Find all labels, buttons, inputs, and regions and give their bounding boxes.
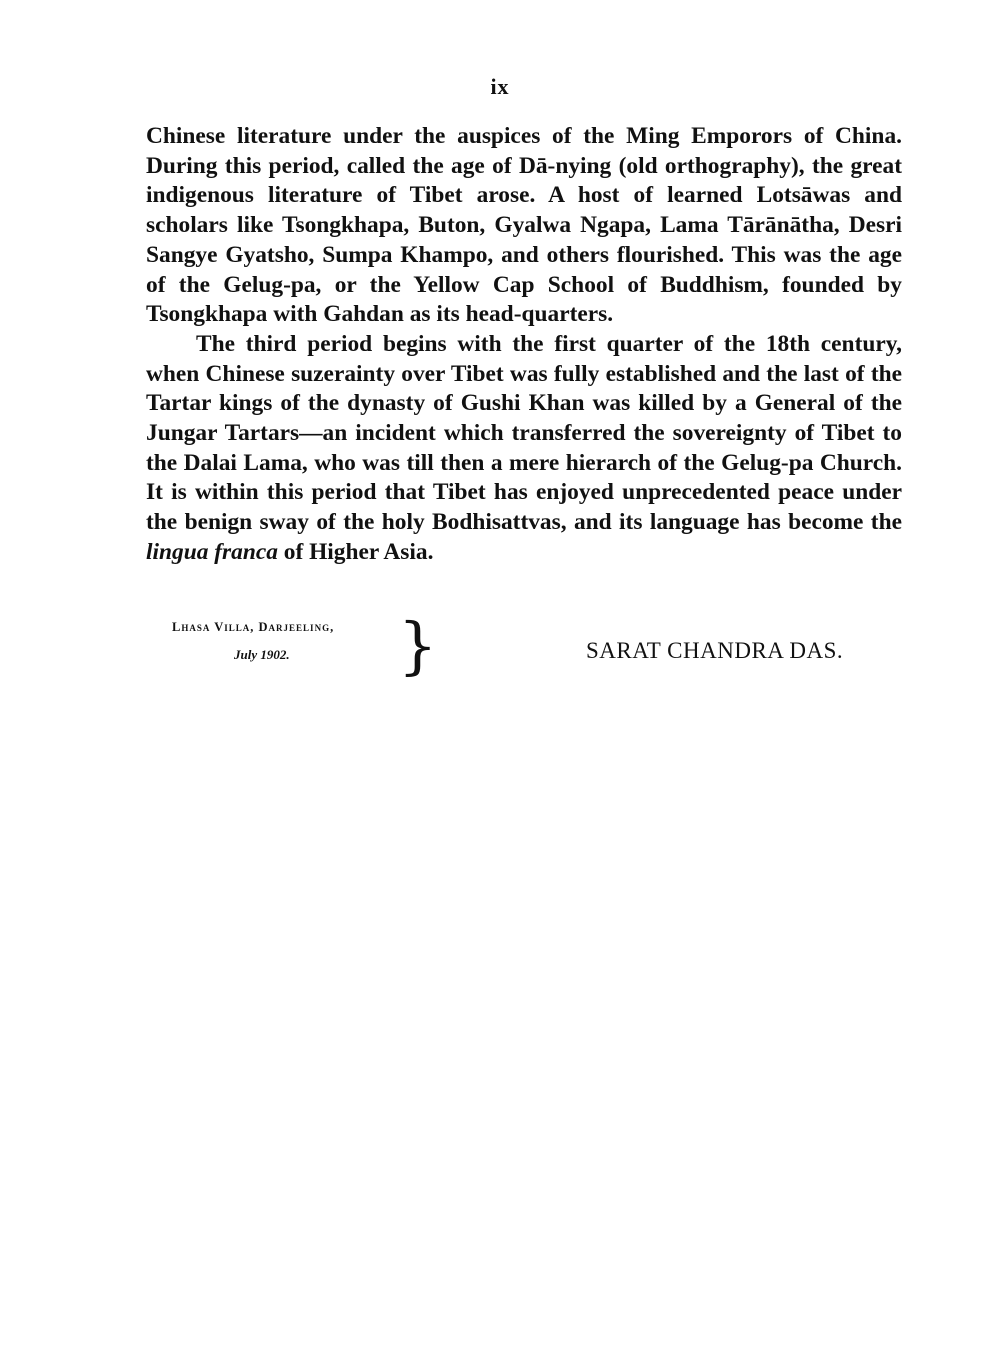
paragraph-2 [146, 330, 902, 568]
paragraph-2-text: The third period begins with the first quarter of the 18th century, when Chinese suzerainty over Tibet was fully established and the last of the Tartar kings of the dynasty of Gushi Khan was killed by a General of the Jungar Tartars—an incident which transferred the sovereignty of Tibet to the Dalai Lama, who was till then a mere hierarch of the Gelug-pa Church. It is within this period that Tibet has enjoyed unprecedented peace under the benign sway of the holy Bodhisattvas, and its language has become the [146, 330, 902, 536]
signoff-date: July 1902. [234, 647, 290, 662]
brace-glyph: } [398, 609, 438, 682]
signoff-place: Lhasa Villa, Darjeeling, [172, 620, 335, 634]
author-signature: SARAT CHANDRA DAS. [586, 638, 844, 663]
paragraph-2-ending: of Higher Asia. [277, 538, 434, 565]
italic-phrase: lingua franca [146, 538, 278, 565]
body-text [146, 122, 902, 568]
paragraph-1: Chinese literature under the auspices of the Ming Emporors of China. During this period, called the age of Dā-nying (old orthography), the great indigenous literature of Tibet arose. A host of learned Lotsāwas and scholars like Tsongkhapa, Buton, Gyalwa Ngapa, Lama Tārānātha, Desri Sangye Gyatsho, Sumpa Khampo, and others flourished. This was the age of the Gelug-pa, or the Yellow Cap School of Buddhism, founded by Tsongkhapa with Gahdan as its head-quarters. [146, 123, 902, 328]
signoff-block [172, 620, 432, 663]
page-number: ix [490, 74, 510, 99]
